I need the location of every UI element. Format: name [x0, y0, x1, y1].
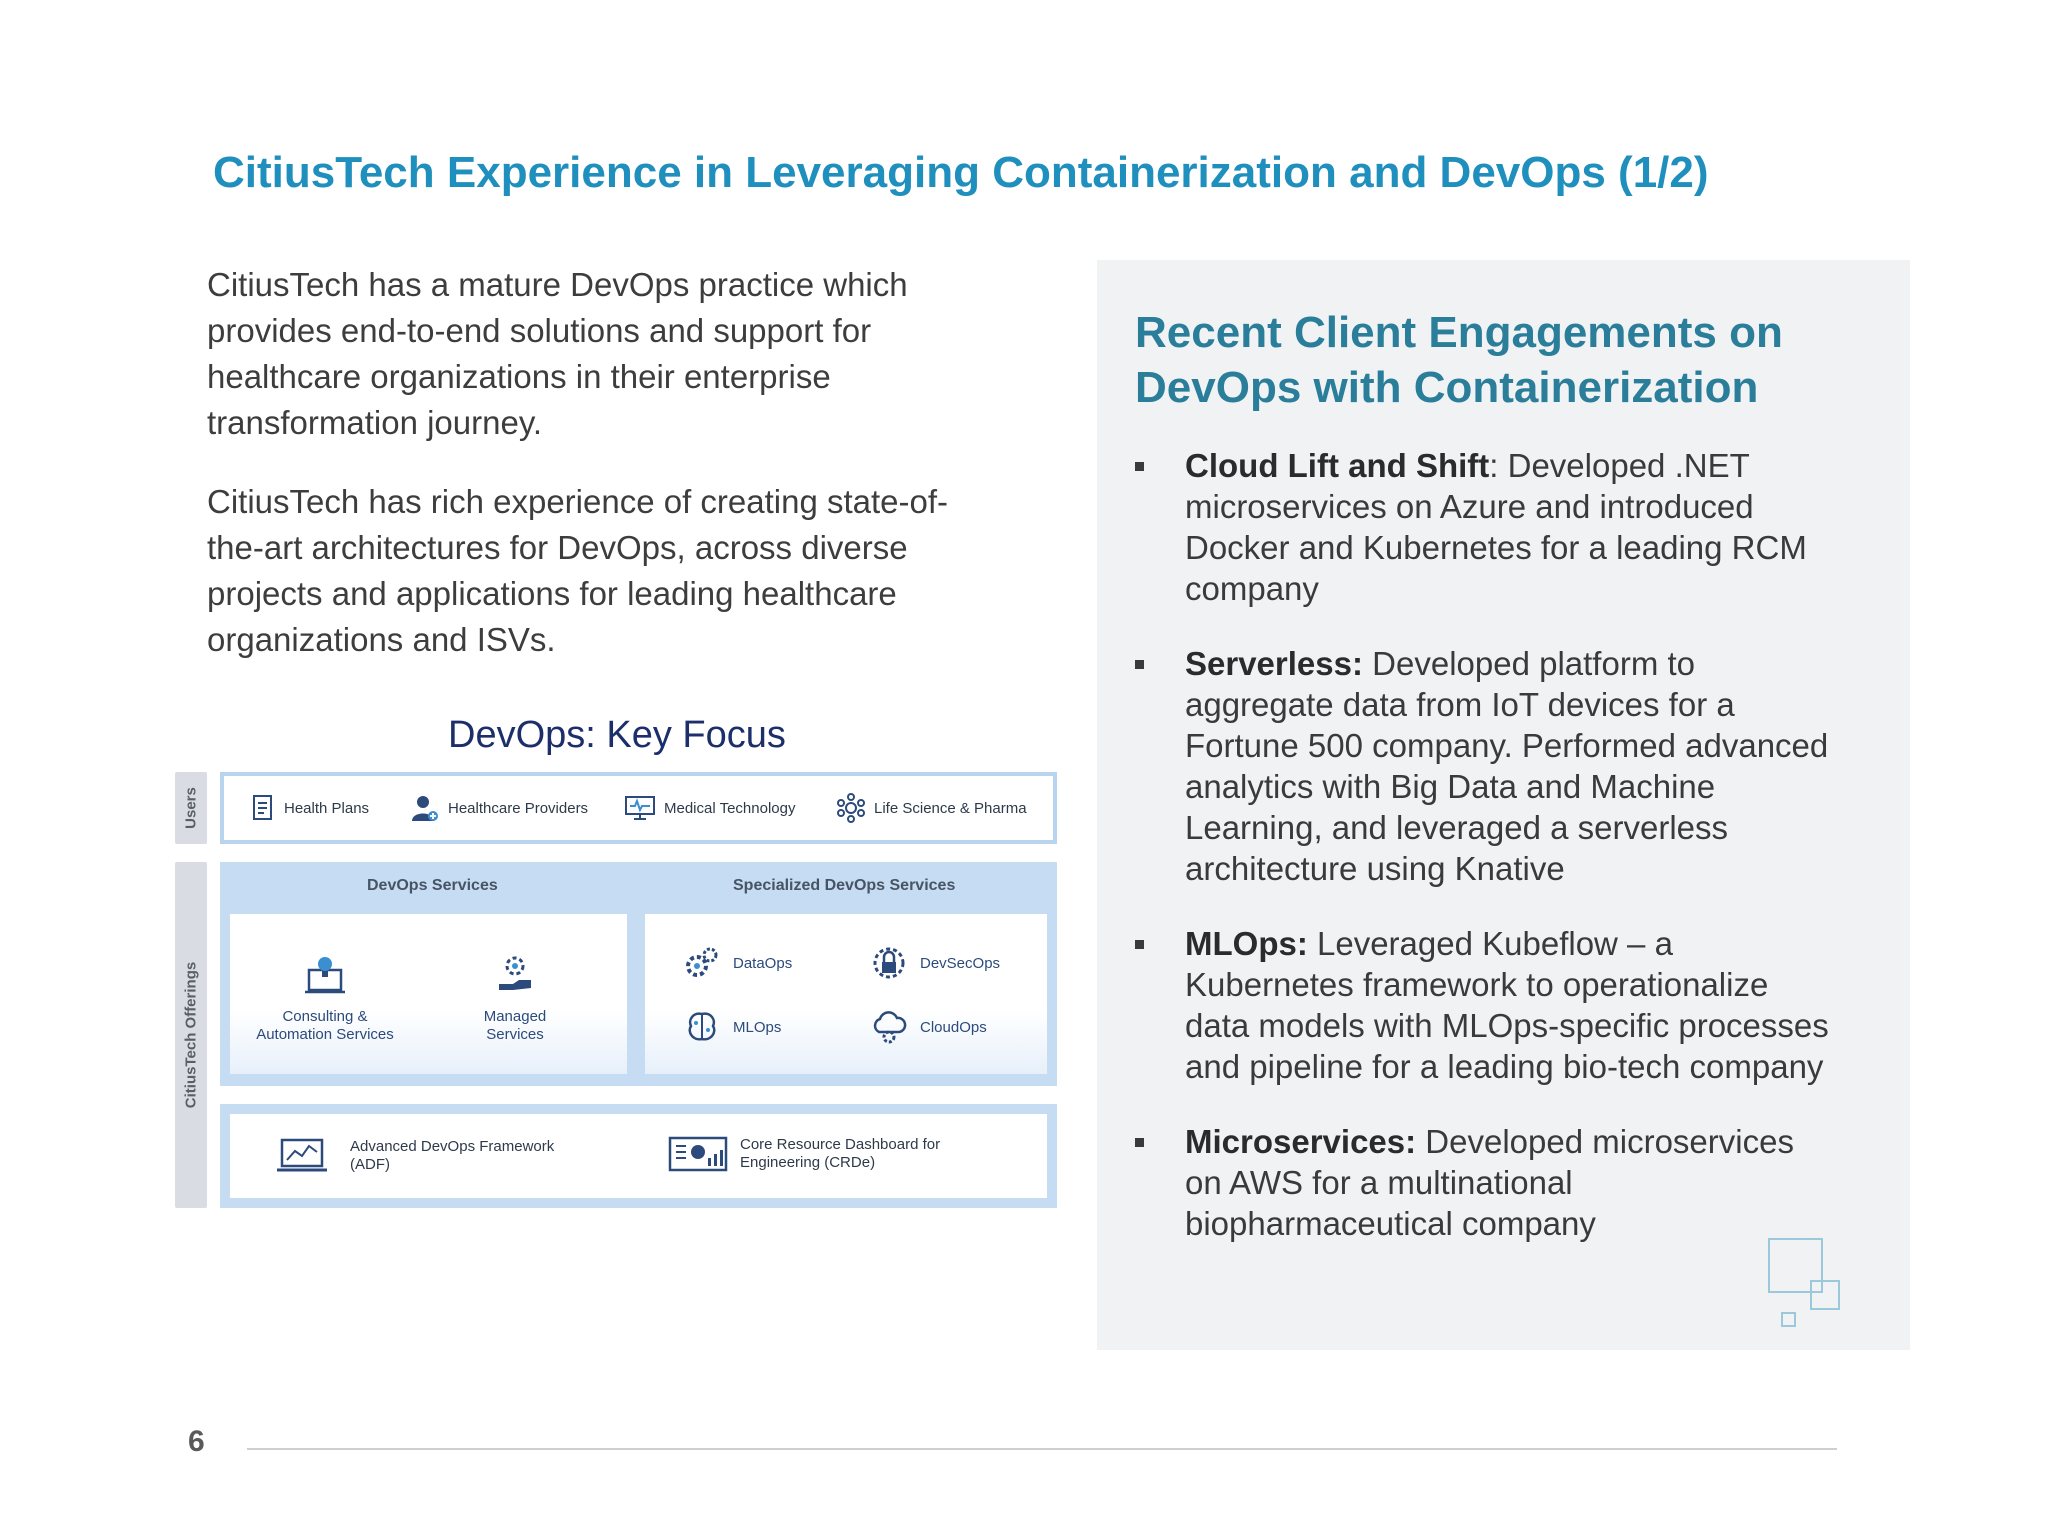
service-cloudops	[870, 1008, 987, 1046]
user-health-plans	[250, 776, 369, 840]
specialized-services-box	[645, 914, 1047, 1074]
item-text: Developed microservices on AWS for a multinational biopharmaceutical company	[1185, 1123, 1794, 1242]
devops-services-panel	[220, 862, 637, 1086]
service-label-line1: Managed	[483, 1008, 547, 1025]
molecule-icon	[836, 793, 866, 823]
service-label: CloudOps	[920, 1018, 987, 1036]
item-heading: Cloud Lift and Shift	[1185, 447, 1490, 484]
specialized-services-panel	[637, 862, 1057, 1086]
user-label: Life Science & Pharma	[874, 799, 1027, 817]
devops-services-box	[230, 914, 627, 1074]
frameworks-box	[230, 1114, 1047, 1198]
framework-label-line1: Advanced DevOps Framework	[350, 1138, 555, 1155]
service-consulting	[250, 952, 400, 1044]
decorative-square	[1810, 1280, 1840, 1310]
chart-laptop-icon	[276, 1136, 328, 1176]
intro-paragraph-1: CitiusTech has a mature DevOps practice which provides end-to-end solutions and support for healthcare organizations in their enterprise transformation journey.	[207, 266, 908, 441]
list-item	[1135, 923, 1835, 1087]
users-label-text: Users	[182, 787, 200, 829]
document-icon	[250, 794, 276, 822]
managed-services-icon	[493, 952, 537, 996]
consulting-icon	[303, 952, 347, 996]
item-heading: Serverless:	[1185, 645, 1363, 682]
bullet-square-icon	[1135, 940, 1144, 949]
user-life-science-pharma	[836, 776, 1027, 840]
item-heading: MLOps:	[1185, 925, 1308, 962]
frameworks-panel	[220, 1104, 1057, 1208]
cloud-gear-icon	[870, 1008, 908, 1046]
user-label: Healthcare Providers	[448, 799, 589, 817]
user-medical-technology	[624, 776, 795, 840]
service-mlops	[683, 1008, 781, 1046]
diagram-title: DevOps: Key Focus	[448, 714, 786, 756]
service-label-line2: Services	[486, 1026, 544, 1043]
service-label: DevSecOps	[920, 954, 1001, 972]
item-text: Developed platform to aggregate data from IoT devices for a Fortune 500 company. Performed advanced analytics with Big Data and Machine Learning, and leveraged a serverless architecture using Knative	[1185, 645, 1829, 887]
item-text: : Developed .NET microservices on Azure and introduced Docker and Kubernetes for a leading RCM company	[1185, 447, 1807, 607]
framework-label-line2: (ADF)	[350, 1156, 390, 1173]
bullet-square-icon	[1135, 462, 1144, 471]
brain-icon	[683, 1008, 721, 1046]
users-box	[220, 772, 1057, 844]
offerings-label-text: CitiusTech Offerings	[182, 961, 200, 1109]
bullet-square-icon	[1135, 660, 1144, 669]
list-item	[1135, 445, 1835, 609]
engagements-title: Recent Client Engagements on DevOps with Containerization	[1135, 308, 1783, 412]
user-healthcare-providers	[410, 776, 588, 840]
list-item	[1135, 643, 1835, 889]
devops-services-heading: DevOps Services	[367, 877, 498, 894]
framework-label-line1: Core Resource Dashboard for	[740, 1136, 941, 1153]
service-managed	[450, 952, 580, 1044]
monitor-icon	[624, 794, 656, 822]
service-devsecops	[870, 944, 1000, 982]
page-number: 6	[188, 1425, 205, 1458]
service-label: DataOps	[733, 954, 793, 972]
intro-paragraph-2: CitiusTech has rich experience of creating state-of-the-art architectures for DevOps, across diverse projects and applications for leading healthcare organizations and ISVs.	[207, 483, 949, 658]
footer-divider	[247, 1448, 1837, 1450]
dashboard-icon	[668, 1134, 728, 1174]
users-side-label	[175, 772, 207, 844]
service-label-line2: Automation Services	[256, 1026, 394, 1043]
decorative-square	[1781, 1312, 1796, 1327]
lock-gear-icon	[870, 944, 908, 982]
service-label: MLOps	[733, 1018, 782, 1036]
page-title: CitiusTech Experience in Leveraging Containerization and DevOps (1/2)	[213, 148, 1709, 197]
item-text: Leveraged Kubeflow – a Kubernetes framework to operationalize data models with MLOps-specific processes and pipeline for a leading bio-tech company	[1185, 925, 1829, 1085]
service-label-line1: Consulting &	[282, 1008, 368, 1025]
engagements-list	[1135, 445, 1835, 1278]
item-heading: Microservices:	[1185, 1123, 1417, 1160]
framework-adf	[276, 1136, 554, 1176]
framework-label-line2: Engineering (CRDe)	[740, 1154, 876, 1171]
bullet-square-icon	[1135, 1138, 1144, 1147]
user-label: Health Plans	[284, 799, 370, 817]
user-label: Medical Technology	[664, 799, 796, 817]
gears-icon	[683, 944, 721, 982]
doctor-icon	[410, 793, 440, 823]
offerings-side-label	[175, 862, 207, 1208]
list-item	[1135, 1121, 1835, 1244]
specialized-services-heading: Specialized DevOps Services	[733, 877, 956, 894]
service-dataops	[683, 944, 792, 982]
framework-crde	[668, 1134, 940, 1174]
